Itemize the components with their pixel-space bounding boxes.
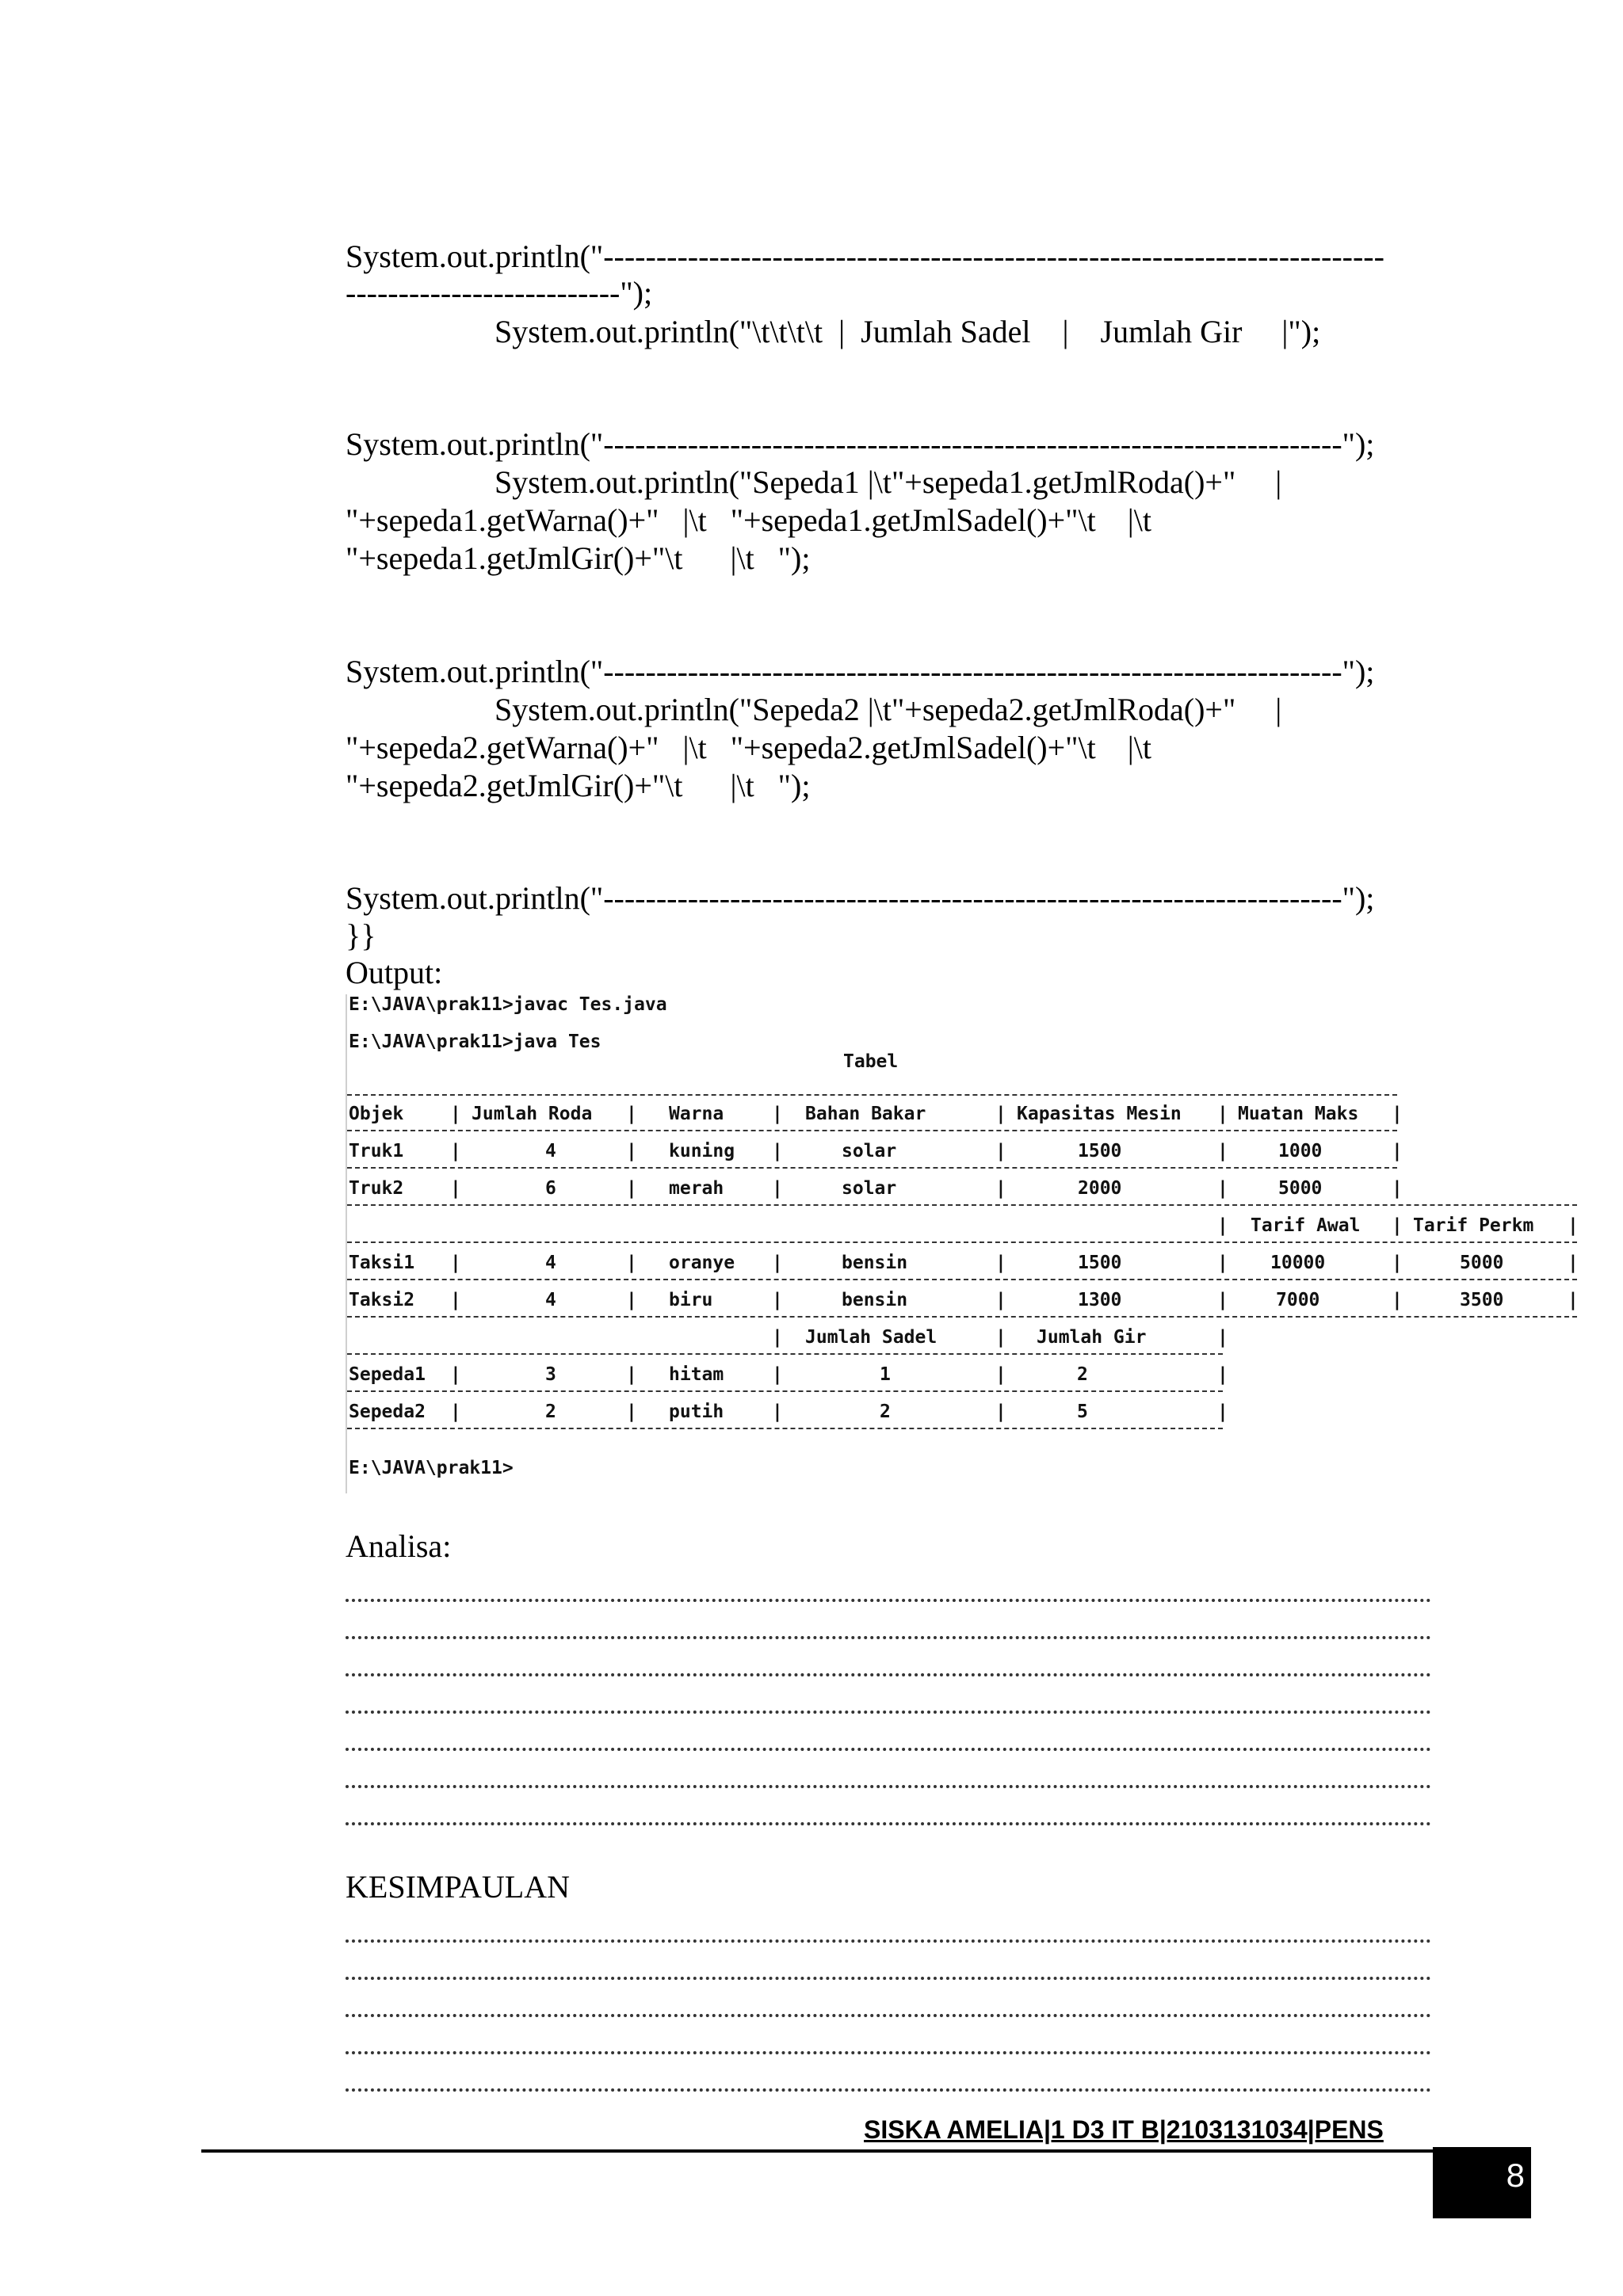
code-line: }} bbox=[346, 917, 376, 953]
console-cell: Tarif Awal bbox=[1251, 1215, 1361, 1236]
console-cell: Truk2 bbox=[349, 1178, 404, 1199]
code-line: System.out.println("-------------------------------------------------------------------------- bbox=[346, 238, 1384, 274]
console-cell: 1500 bbox=[1078, 1141, 1122, 1161]
console-cell: biru bbox=[669, 1290, 713, 1310]
code-line: "+sepeda1.getWarna()+" |\t "+sepeda1.getJmlSadel()+"\t |\t bbox=[346, 502, 1151, 538]
dotted-line bbox=[346, 1901, 1431, 1943]
console-separator bbox=[347, 1390, 1223, 1392]
console-separator bbox=[347, 1316, 1577, 1318]
console-cell: 2 bbox=[545, 1402, 556, 1422]
dotted-line bbox=[346, 1939, 1431, 1980]
code-line: System.out.println("----------------------------------------------------------------------"); bbox=[346, 426, 1375, 462]
console-prompt: E:\JAVA\prak11> bbox=[349, 1458, 514, 1478]
code-line: --------------------------"); bbox=[346, 275, 653, 311]
dotted-line bbox=[346, 1635, 1431, 1676]
console-cell: Muatan Maks bbox=[1238, 1104, 1359, 1124]
console-cell: Kapasitas Mesin bbox=[1017, 1104, 1182, 1124]
console-cell: kuning bbox=[669, 1141, 735, 1161]
console-cell: 4 bbox=[545, 1141, 556, 1161]
console-separator bbox=[347, 1353, 1223, 1355]
console-cell: bensin bbox=[842, 1290, 908, 1310]
dotted-line bbox=[346, 1561, 1431, 1602]
console-cell: 5000 bbox=[1278, 1178, 1323, 1199]
console-cell: Objek bbox=[349, 1104, 404, 1124]
code-line: System.out.println("\t\t\t\t | Jumlah Sadel | Jumlah Gir |"); bbox=[495, 314, 1321, 349]
console-cell: 5000 bbox=[1460, 1253, 1504, 1273]
console-cell: 1000 bbox=[1278, 1141, 1323, 1161]
dotted-line bbox=[346, 2013, 1431, 2054]
console-cell: 6 bbox=[545, 1178, 556, 1199]
console-separator bbox=[347, 1204, 1577, 1206]
console-cell: 1500 bbox=[1078, 1253, 1122, 1273]
console-command: E:\JAVA\prak11>javac Tes.java bbox=[349, 994, 667, 1015]
console-cell: 10000 bbox=[1270, 1253, 1326, 1273]
code-line: System.out.println("Sepeda1 |\t"+sepeda1.getJmlRoda()+" | bbox=[495, 464, 1282, 500]
code-line: System.out.println("----------------------------------------------------------------------"); bbox=[346, 880, 1375, 916]
console-cell: Truk1 bbox=[349, 1141, 404, 1161]
console-cell: hitam bbox=[669, 1364, 724, 1385]
code-line: System.out.println("----------------------------------------------------------------------"); bbox=[346, 654, 1375, 689]
console-cell: 2 bbox=[880, 1402, 891, 1422]
console-cell: solar bbox=[842, 1178, 897, 1199]
console-cell: Taksi1 bbox=[349, 1253, 415, 1273]
dotted-line bbox=[346, 1710, 1431, 1751]
console-cell: 5 bbox=[1077, 1402, 1088, 1422]
console-cell: Jumlah Gir bbox=[1037, 1327, 1147, 1348]
console-cell: bensin bbox=[842, 1253, 908, 1273]
console-separator bbox=[347, 1130, 1397, 1131]
console-cell: 1 bbox=[880, 1364, 891, 1385]
console-cell: 1300 bbox=[1078, 1290, 1122, 1310]
code-line: System.out.println("Sepeda2 |\t"+sepeda2.getJmlRoda()+" | bbox=[495, 692, 1282, 727]
code-line: "+sepeda2.getWarna()+" |\t "+sepeda2.getJmlSadel()+"\t |\t bbox=[346, 730, 1151, 765]
console-cell: merah bbox=[669, 1178, 724, 1199]
output-label: Output: bbox=[346, 955, 443, 990]
console-separator bbox=[347, 1279, 1577, 1280]
console-cell: Bahan Bakar bbox=[805, 1104, 926, 1124]
console-cell: Tarif Perkm bbox=[1413, 1215, 1534, 1236]
analisa-heading: Analisa: bbox=[346, 1528, 452, 1564]
console-separator bbox=[347, 1241, 1577, 1243]
code-line: "+sepeda2.getJmlGir()+"\t |\t "); bbox=[346, 768, 811, 803]
dotted-line bbox=[346, 2050, 1431, 2092]
dotted-line bbox=[346, 1784, 1431, 1825]
footer-author: SISKA AMELIA|1 D3 IT B|2103131034|PENS bbox=[864, 2115, 1384, 2144]
console-separator bbox=[347, 1428, 1223, 1429]
dotted-line bbox=[346, 1672, 1431, 1714]
dotted-line bbox=[346, 1976, 1431, 2017]
console-table-title: Tabel bbox=[843, 1051, 899, 1072]
console-cell: oranye bbox=[669, 1253, 735, 1273]
code-line: "+sepeda1.getJmlGir()+"\t |\t "); bbox=[346, 540, 811, 576]
dotted-line bbox=[346, 1598, 1431, 1639]
kesimpulan-heading: KESIMPAULAN bbox=[346, 1869, 571, 1905]
console-separator bbox=[347, 1094, 1397, 1096]
console-cell: Sepeda2 bbox=[349, 1402, 426, 1422]
console-cell: Jumlah Roda bbox=[472, 1104, 593, 1124]
console-separator bbox=[347, 1167, 1397, 1169]
console-command: E:\JAVA\prak11>java Tes bbox=[349, 1032, 601, 1052]
console-cell: Jumlah Sadel bbox=[805, 1327, 938, 1348]
console-cell: solar bbox=[842, 1141, 897, 1161]
console-cell: Warna bbox=[669, 1104, 724, 1124]
console-cell: 4 bbox=[545, 1253, 556, 1273]
console-cell: Sepeda1 bbox=[349, 1364, 426, 1385]
console-cell: 7000 bbox=[1276, 1290, 1320, 1310]
console-output: E:\JAVA\prak11>javac Tes.java E:\JAVA\prak11>java Tes Tabel Objek | Jumlah Roda | Warna | Bahan Bakar | Kapasitas Mesin | Muatan Maks | Truk1 | 4 | kuning | solar | 1500 | 1000 | Truk2 | 6 | merah | solar | 2000 | 5000 | | Tarif Awal | Tarif Perkm | Taksi1 | 4 | oranye | bensin | 1500 | 10000 | 5000 | Taksi2 | 4 | biru | bensin | 1300 | 7000 | 3500 | | Jumlah Sadel | Jumlah Gir | Sepeda1 | 3 | hitam | 1 | 2 | Sepeda2 | 2 | putih | 2 | 5 | E:\JAVA\prak11> bbox=[346, 994, 1577, 1493]
dotted-line bbox=[346, 1747, 1431, 1788]
console-cell: putih bbox=[669, 1402, 724, 1422]
footer-rule bbox=[201, 2149, 1525, 2153]
console-cell: 2000 bbox=[1078, 1178, 1122, 1199]
console-cell: 4 bbox=[545, 1290, 556, 1310]
console-cell: 3 bbox=[545, 1364, 556, 1385]
page-number: 8 bbox=[1433, 2147, 1531, 2218]
console-cell: Taksi2 bbox=[349, 1290, 415, 1310]
console-cell: 3500 bbox=[1460, 1290, 1504, 1310]
console-cell: 2 bbox=[1077, 1364, 1088, 1385]
